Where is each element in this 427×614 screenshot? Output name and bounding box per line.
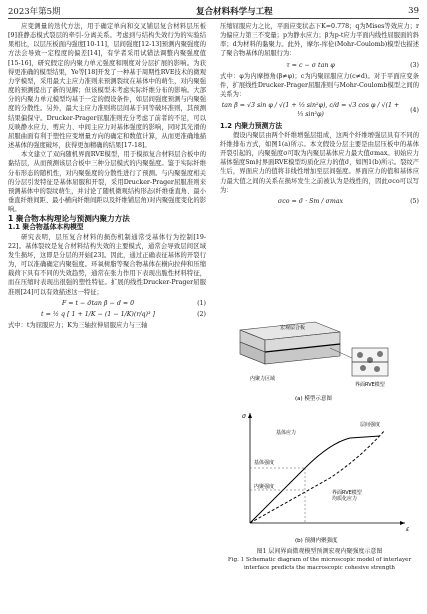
paragraph: 式中：t为屈服应力；K为三轴拉伸屈服应力与三轴 [8,322,148,329]
figure-1 [220,318,419,548]
matrix-stress-curve [250,436,380,523]
label-rve-model: 界面RVE模型 [355,382,385,388]
journal-title: 复合材料科学与工程 [196,7,273,17]
paragraph: 本文建立了双向随机界面RVE模型，用于模拟复合材料层合板中的黏结层，从而预测该层合板中三种分层模式的内聚强度。鉴于实际纤维分布形态的随机性，对内聚强度的分散性进行了预测。与内聚强度相关的分层引发特征是基体屈服和开裂，采用Drucker-Prager屈服准则来预测基体中的裂纹萌生，并讨论了随机微观结构形态(纤维垂直角、最小垂直纤维间距、最小横向纤维间距以及纤维铺层角)对内聚强度变化的影响。 [8,151,206,214]
equation-number: (4) [410,106,419,114]
equation-body: tan β = √3 sin φ / √(1 + ⅓ sin²φ), c/d = √3 cos φ / √(1 + ⅓ sin²φ) [221,102,400,119]
caption-chinese: 图1 层间界面微观模型预测宏观内聚强度示意图 [256,548,383,555]
label-matrix-stress: 基体应力 [276,430,297,436]
paragraph: 研究表明，层压复合材料的损伤机制通常受基体行为控制[19-22]。基体裂纹是复合材料结构失效的主要模式，通常会导致层间区域发生损坏，这即是分层的开始[23]。因此，通过正确表征基体的开裂行为，可以准确确定内聚强度。环氧树脂等聚合物基体在横向拉伸和压缩载荷下具有不同的失效趋势，通常在张力作用下表现出脆性材料特征，而在压缩时表现出很强的塑性特征。扩展的线性Drucker-Prager屈服准则[24]可以有效描述这一特征； [8,233,206,296]
x-axis-arrow-icon [400,521,405,525]
panel-a [240,322,388,402]
label-interface-strength: 层间强度 [360,422,381,428]
running-header [8,4,419,19]
x-axis-label: ε [406,526,410,533]
panel-b [242,413,410,544]
left-column [8,22,206,330]
rve-box [352,348,388,376]
equation-number: (3) [410,61,419,69]
equation-body: τ = c − σ tan φ [286,61,335,69]
panel-a-caption: (a) 模型示意图 [295,396,332,402]
label-matrix-strength: 基体强度 [254,460,275,466]
label-rve-homogenized: 界面RVE模型均质化应力 [332,490,362,502]
caption-english: Fig. 1 Schematic diagram of the microscopic model of interlayer interface predicts the macroscopic cohesive strength [227,557,412,571]
paragraph: 应变测量的迭代方法，用于确定单向和交叉铺层复合材料层压板[9]准静态模式裂层的牵引-分离关系。考虑到与结构失效行为的实验结果相比，以层压板面内强度[10-11]，层间强度[12-13]预测内聚强度的方法会导致一定程度的偏差[14]，有学者采用试错法调整内聚强度值[15-16]，研究假定的内聚力单元强度和刚度对分层扩展的影响。为获得更准确的模型结果，Ye等[18]开发了一种基于周期性RVE技术的微观力学模型，采用最大主应力准则来预测裂纹在基体中的萌生，对内聚强度的预测提出了新的见解；但该模型未考虑实际纤维分布的影响。大部分的内聚力单元模型均基于一定的假设条件，如层间强度预测与内聚强度的分散性。另外，最大主应力准则将层间基于同等破坏准则，其预测结果偏保守。Drucker-Prager屈服准则充分考虑了前者的不足，可以反映静水应力、剪应力、中间主应力对基体强度的影响，同时其光滑的屈服曲面有利于塑性应变增量方向的确定和数值计算，从而更准确地描述基体的强度破坏，获得更加精确的结果[17-18]。 [8,23,206,150]
equation-number: (5) [410,197,419,205]
y-axis-label: σ [242,413,246,420]
subsection-heading: 1.2 内聚力预测方法 [220,121,282,130]
equation-1 [8,299,206,308]
equation-body: σco = σ̄ · Sm / σmax [277,197,344,205]
label-cohesive-strength: 内聚强度 [254,484,275,490]
equation-4 [220,101,419,119]
equation-body: F = t − σ̄tan β − d = 0 [61,299,135,307]
figure-caption [220,548,419,572]
label-cohesive-zone: 内聚力区域 [250,376,276,382]
paragraph: 压缩屈服应力之比，平面应变状态下K=0.778；q为Mises等效应力；r为偏应力第三不变量；p为静水应力；β为p-t应力平面内线性屈服面的斜率；d为材料的黏聚力。此外，摩尔-库伦(Mohr-Coulomb)模型也描述了聚合物基体的屈服行为： [220,23,419,58]
equation-number: (2) [197,310,206,318]
section-heading: 1 聚合物本构理论与预测内聚力方法 [8,214,130,224]
subsection-heading: 1.1 聚合物基体本构模型 [8,223,84,232]
equation-3 [220,61,419,70]
paragraph: 假设内聚层由两个纤维增强层组成，这两个纤维增强层具有不同的纤维排布方式，如图1(a)所示。本文假设分层主要是由层压板中的基体开裂引起的，内聚强度σ可取为内聚层基体应力最大值σmax。初始应力基体强度Sm时界面RVE模型均质化应力的值σ̄，如图1(b)所示。裂纹产生后，界面应力的值将非线性增加至层间强度。界面应力的值和基体应力最大值之间的关系在损坏发生之前被认为是线性的，因此σco可以写为： [220,131,419,194]
panel-b-caption: (b) 预测内聚强度 [295,538,338,544]
equation-5 [220,197,419,206]
equation-body: t = ½ q [ 1 + 1/K − (1 − 1/K)(r/q)³ ] [41,310,155,318]
page-number: 39 [408,6,419,16]
label-macro-laminate: 宏观层合板 [280,325,306,331]
rve-stress-curve [250,430,385,523]
right-column [220,22,419,208]
paragraph: 式中：φ为内摩擦角(β≠φ)；c为内聚屈服应力(c≠d)。对于平面应变条件，扩展线性Drucker-Prager屈服准则与Mohr-Coulomb模型之间的关系为： [220,72,419,99]
y-axis-arrow-icon [248,413,252,418]
equation-2 [8,310,206,319]
issue-label: 2023年第5期 [8,7,61,17]
equation-number: (1) [197,299,206,307]
